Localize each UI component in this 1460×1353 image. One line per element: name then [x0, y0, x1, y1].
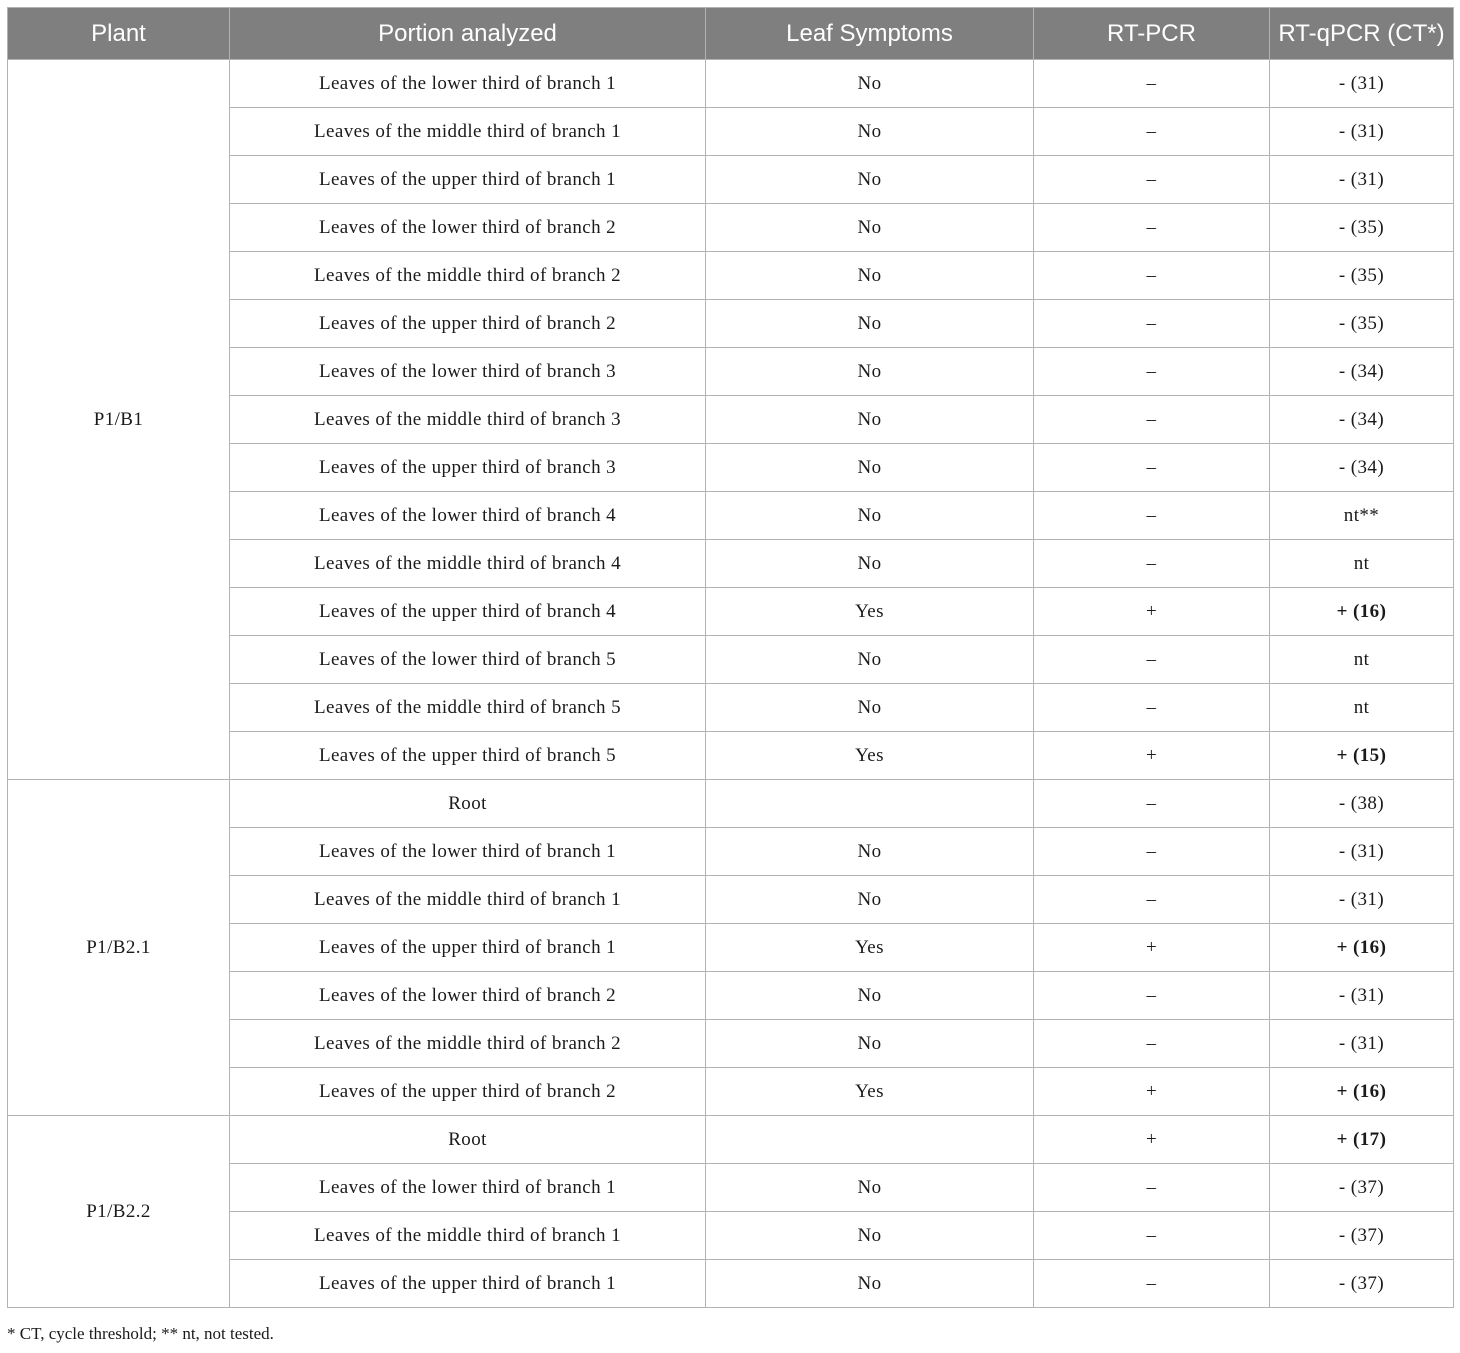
rt-pcr-cell: – — [1034, 828, 1270, 876]
rt-qpcr-cell: - (35) — [1270, 300, 1454, 348]
rt-pcr-cell: – — [1034, 540, 1270, 588]
rt-pcr-cell: – — [1034, 204, 1270, 252]
portion-cell: Leaves of the middle third of branch 4 — [230, 540, 706, 588]
header-portion-analyzed: Portion analyzed — [230, 8, 706, 60]
rt-pcr-cell: – — [1034, 300, 1270, 348]
leaf-symptoms-cell: No — [706, 1260, 1034, 1308]
table-row — [8, 1116, 1454, 1164]
leaf-symptoms-cell: No — [706, 636, 1034, 684]
rt-qpcr-cell: + (15) — [1270, 732, 1454, 780]
leaf-symptoms-cell: No — [706, 972, 1034, 1020]
leaf-symptoms-cell — [706, 780, 1034, 828]
leaf-symptoms-cell: No — [706, 252, 1034, 300]
portion-cell: Leaves of the upper third of branch 1 — [230, 1260, 706, 1308]
portion-cell: Leaves of the middle third of branch 1 — [230, 876, 706, 924]
leaf-symptoms-cell: Yes — [706, 732, 1034, 780]
rt-pcr-cell: + — [1034, 1116, 1270, 1164]
portion-cell: Leaves of the middle third of branch 1 — [230, 1212, 706, 1260]
leaf-symptoms-cell: No — [706, 156, 1034, 204]
portion-cell: Leaves of the middle third of branch 1 — [230, 108, 706, 156]
portion-cell: Leaves of the upper third of branch 2 — [230, 300, 706, 348]
results-table — [7, 7, 1454, 1308]
leaf-symptoms-cell: No — [706, 108, 1034, 156]
rt-qpcr-cell: - (31) — [1270, 876, 1454, 924]
rt-pcr-cell: – — [1034, 108, 1270, 156]
rt-pcr-cell: – — [1034, 444, 1270, 492]
rt-pcr-cell: – — [1034, 1212, 1270, 1260]
rt-qpcr-cell: + (16) — [1270, 924, 1454, 972]
table-body — [8, 60, 1454, 1308]
portion-cell: Leaves of the upper third of branch 1 — [230, 924, 706, 972]
leaf-symptoms-cell: No — [706, 492, 1034, 540]
plant-cell: P1/B2.2 — [8, 1116, 230, 1308]
rt-qpcr-cell: - (37) — [1270, 1164, 1454, 1212]
leaf-symptoms-cell: No — [706, 1164, 1034, 1212]
rt-qpcr-cell: - (31) — [1270, 60, 1454, 108]
rt-qpcr-cell: - (34) — [1270, 396, 1454, 444]
header-rt-qpcr: RT-qPCR (CT*) — [1270, 8, 1454, 60]
leaf-symptoms-cell: No — [706, 204, 1034, 252]
rt-pcr-cell: – — [1034, 252, 1270, 300]
rt-qpcr-cell: - (37) — [1270, 1212, 1454, 1260]
rt-pcr-cell: – — [1034, 396, 1270, 444]
rt-qpcr-cell: - (35) — [1270, 204, 1454, 252]
portion-cell: Leaves of the lower third of branch 1 — [230, 1164, 706, 1212]
rt-pcr-cell: – — [1034, 156, 1270, 204]
rt-pcr-cell: – — [1034, 1260, 1270, 1308]
portion-cell: Leaves of the upper third of branch 2 — [230, 1068, 706, 1116]
header-plant: Plant — [8, 8, 230, 60]
rt-qpcr-cell: - (34) — [1270, 348, 1454, 396]
portion-cell: Leaves of the upper third of branch 3 — [230, 444, 706, 492]
leaf-symptoms-cell: No — [706, 684, 1034, 732]
portion-cell: Leaves of the upper third of branch 4 — [230, 588, 706, 636]
rt-qpcr-cell: + (16) — [1270, 1068, 1454, 1116]
portion-cell: Leaves of the lower third of branch 2 — [230, 972, 706, 1020]
rt-qpcr-cell: + (17) — [1270, 1116, 1454, 1164]
portion-cell: Leaves of the middle third of branch 2 — [230, 1020, 706, 1068]
rt-qpcr-cell: - (31) — [1270, 1020, 1454, 1068]
leaf-symptoms-cell: No — [706, 828, 1034, 876]
leaf-symptoms-cell: No — [706, 1020, 1034, 1068]
rt-qpcr-cell: - (31) — [1270, 156, 1454, 204]
portion-cell: Leaves of the lower third of branch 1 — [230, 828, 706, 876]
table-footnote: * CT, cycle threshold; ** nt, not tested. — [7, 1324, 274, 1343]
rt-pcr-cell: + — [1034, 1068, 1270, 1116]
leaf-symptoms-cell: No — [706, 444, 1034, 492]
portion-cell: Leaves of the lower third of branch 5 — [230, 636, 706, 684]
leaf-symptoms-cell: No — [706, 1212, 1034, 1260]
portion-cell: Leaves of the lower third of branch 2 — [230, 204, 706, 252]
rt-qpcr-cell: nt — [1270, 636, 1454, 684]
header-rt-pcr: RT-PCR — [1034, 8, 1270, 60]
rt-qpcr-cell: - (31) — [1270, 108, 1454, 156]
rt-pcr-cell: – — [1034, 348, 1270, 396]
rt-pcr-cell: – — [1034, 972, 1270, 1020]
header-row — [8, 8, 1454, 60]
portion-cell: Root — [230, 780, 706, 828]
portion-cell: Leaves of the middle third of branch 5 — [230, 684, 706, 732]
portion-cell: Leaves of the upper third of branch 1 — [230, 156, 706, 204]
rt-pcr-cell: + — [1034, 732, 1270, 780]
rt-pcr-cell: – — [1034, 636, 1270, 684]
portion-cell: Leaves of the upper third of branch 5 — [230, 732, 706, 780]
leaf-symptoms-cell: No — [706, 396, 1034, 444]
rt-qpcr-cell: nt — [1270, 684, 1454, 732]
portion-cell: Leaves of the lower third of branch 1 — [230, 60, 706, 108]
leaf-symptoms-cell: Yes — [706, 1068, 1034, 1116]
rt-qpcr-cell: + (16) — [1270, 588, 1454, 636]
rt-qpcr-cell: nt — [1270, 540, 1454, 588]
rt-pcr-cell: – — [1034, 780, 1270, 828]
rt-pcr-cell: – — [1034, 684, 1270, 732]
leaf-symptoms-cell: Yes — [706, 924, 1034, 972]
rt-pcr-cell: – — [1034, 60, 1270, 108]
portion-cell: Leaves of the lower third of branch 3 — [230, 348, 706, 396]
leaf-symptoms-cell: No — [706, 876, 1034, 924]
rt-qpcr-cell: - (34) — [1270, 444, 1454, 492]
leaf-symptoms-cell — [706, 1116, 1034, 1164]
leaf-symptoms-cell: Yes — [706, 588, 1034, 636]
portion-cell: Leaves of the lower third of branch 4 — [230, 492, 706, 540]
leaf-symptoms-cell: No — [706, 540, 1034, 588]
leaf-symptoms-cell: No — [706, 348, 1034, 396]
portion-cell: Leaves of the middle third of branch 3 — [230, 396, 706, 444]
plant-cell: P1/B2.1 — [8, 780, 230, 1116]
rt-pcr-cell: – — [1034, 1020, 1270, 1068]
rt-pcr-cell: + — [1034, 588, 1270, 636]
portion-cell: Root — [230, 1116, 706, 1164]
rt-qpcr-cell: - (35) — [1270, 252, 1454, 300]
rt-pcr-cell: + — [1034, 924, 1270, 972]
rt-qpcr-cell: - (38) — [1270, 780, 1454, 828]
rt-pcr-cell: – — [1034, 876, 1270, 924]
plant-cell: P1/B1 — [8, 60, 230, 780]
table-row — [8, 780, 1454, 828]
rt-qpcr-cell: - (31) — [1270, 828, 1454, 876]
rt-qpcr-cell: - (31) — [1270, 972, 1454, 1020]
rt-qpcr-cell: - (37) — [1270, 1260, 1454, 1308]
rt-qpcr-cell: nt** — [1270, 492, 1454, 540]
portion-cell: Leaves of the middle third of branch 2 — [230, 252, 706, 300]
rt-pcr-cell: – — [1034, 1164, 1270, 1212]
leaf-symptoms-cell: No — [706, 60, 1034, 108]
rt-pcr-cell: – — [1034, 492, 1270, 540]
header-leaf-symptoms: Leaf Symptoms — [706, 8, 1034, 60]
table-row — [8, 60, 1454, 108]
leaf-symptoms-cell: No — [706, 300, 1034, 348]
